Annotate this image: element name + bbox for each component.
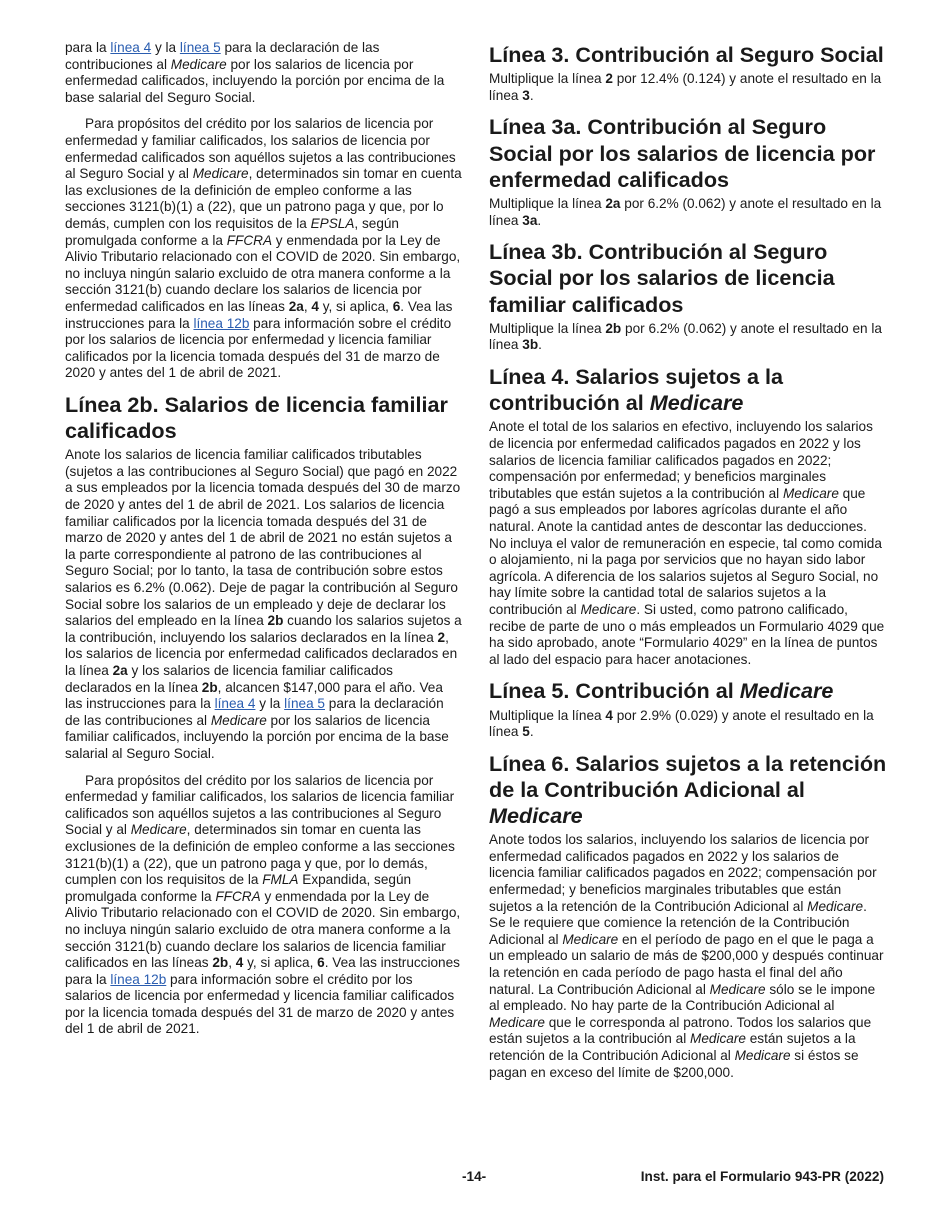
left-column	[65, 40, 462, 1038]
paragraph-line-3b: Multiplique la línea 2b por 6.2% (0.062) y anote el resultado en la línea 3b.	[489, 320, 882, 353]
paragraph-line-5: Multiplique la línea 4 por 2.9% (0.029) y anote el resultado en la línea 5.	[489, 707, 874, 740]
right-column	[489, 40, 887, 1081]
link-line-5[interactable]: línea 5	[179, 40, 221, 55]
form-title: Inst. para el Formulario 943-PR (2022)	[640, 1169, 884, 1184]
paragraph-line-4: Anote el total de los salarios en efectivo, incluyendo los salarios de licencia por enfermedad calificados pagados en 2022 y los salarios de licencia familiar calificados pagados en 2022; compensación por enfermedad; y beneficios marginales tributables que están sujetos a la contribución al Medicare que pagó a sus empleados por labores agrícolas durante el año natural. Anote la cantidad antes de descontar las deducciones. No incluya el valor de remuneración en especie, tal como comida o alojamiento, ni la paga por servicios que no hayan sido labor agrícola. A diferencia de los salarios sujetos al Seguro Social, no hay límite sobre la cantidad total de salarios sujetos a la contribución al Medicare. Si usted, como patrono calificado, recibe de parte de uno o más empleados un Formulario 4029 que ha sido aprobado, anote “Formulario 4029” en la línea de puntos al lado del espacio para hacer anotaciones.	[489, 419, 885, 667]
link-line-12b[interactable]: línea 12b	[110, 971, 167, 987]
paragraph-line-3: Multiplique la línea 2 por 12.4% (0.124) y anote el resultado en la línea 3.	[489, 71, 882, 103]
link-line-4[interactable]: línea 4	[110, 40, 152, 55]
paragraph-line-6: Anote todos los salarios, incluyendo los salarios de licencia por enfermedad calificados pagados en 2022 y los salarios de licencia familiar calificados pagados en 2022; compensación por enfermedad; y beneficios marginales tributables que están sujetos a la retención de la Contribución Adicional al Medicare. Se le requiere que comience la retención de la Contribución Adicional al Medicare en el período de pago en el que le paga a un empleado un salario de más de $200,000 y después continuar la retención en cada período de pago hasta el final del año natural. La Contribución Adicional al Medicare sólo se le impone al empleado. No hay parte de la Contribución Adicional al Medicare que le corresponda al patrono. Todos los salarios que están sujetos a la contribución al Medicare están sujetos a la retención de la Contribución Adicional al Medicare si éstos se pagan en exceso del límite de $200,000.	[489, 832, 884, 1080]
link-line-12b[interactable]: línea 12b	[193, 315, 250, 331]
paragraph-line-2b: Anote los salarios de licencia familiar calificados tributables (sujetos a las contribuciones al Seguro Social) que pagó en 2022 a sus empleados por la licencia tomada después del 30 de marzo de 2020 y antes del 1 de abril de 2021. Los salarios de licencia familiar calificados por la licencia tomada después del 31 de marzo de 2020 y antes del 1 de abril de 2021 no están sujetos a la parte correspondiente al patrono de las contribuciones al Seguro Social; por lo tanto, la tasa de contribución sobre estos salarios es 6.2% (0.062). Deje de pagar la contribución al Seguro Social sobre los salarios de un empleado y deje de declarar los salarios del empleado en la línea 2b cuando los salarios sujetos a la contribución, incluyendo los salarios declarados en la línea 2, los salarios de licencia por enfermedad calificados declarados en la línea 2a y los salarios de licencia familiar calificados declarados en la línea 2b, alcancen $147,000 para el año. Vea las instrucciones para la línea 4 y la línea 5 para la declaración de las contribuciones al Medicare por los salarios de licencia familiar calificados, incluyendo la porción por encima de la base salarial al Seguro Social.	[65, 447, 462, 761]
heading-line-2b: Línea 2b. Salarios de licencia familiar calificados	[65, 391, 448, 444]
heading-line-3b: Línea 3b. Contribución al Seguro Social por los salarios de licencia familiar calificados	[489, 239, 835, 317]
heading-line-3: Línea 3. Contribución al Seguro Social	[489, 42, 884, 67]
link-line-4[interactable]: línea 4	[214, 696, 256, 712]
heading-line-4: Línea 4. Salarios sujetos a la contribución al Medicare	[489, 363, 784, 416]
heading-line-6: Línea 6. Salarios sujetos a la retención de la Contribución Adicional al Medicare	[489, 750, 887, 829]
heading-line-5: Línea 5. Contribución al Medicare	[489, 678, 834, 704]
paragraph-family-leave-credit: Para propósitos del crédito por los salarios de licencia por enfermedad y familiar calificados, los salarios de licencia familiar calificados son aquéllos sujetos a las contribuciones al Seguro Social y al Medicare, determinados sin tomar en cuenta las exclusiones de la definición de empleo conforme a las secciones 3121(b)(1) a (22), que un patrono paga y que, por lo demás, cumplen con los requisitos de la FMLA Expandida, según promulgada conforme la FFCRA y enmendada por la Ley de Alivio Tributario relacionado con el COVID de 2020. Sin embargo, no incluya ningún salario excluido de otra manera conforme a la sección 3121(b) cuando declare los salarios de licencia familiar calificados en las líneas 2b, 4 y, si aplica, 6. Vea las instrucciones para la línea 12b para información sobre el crédito por los salarios de licencia por enfermedad y licencia familiar calificados por la licencia tomada después del 31 de marzo de 2020 y antes del 1 de abril de 2021.	[65, 772, 461, 1037]
paragraph-continuation: para la línea 4 y la línea 5 para la declaración de las contribuciones al Medicare por los salarios de licencia por enfermedad calificados, incluyendo la porción por encima de la base salarial del Seguro Social.	[65, 40, 445, 105]
heading-line-3a: Línea 3a. Contribución al Seguro Social por los salarios de licencia por enfermedad calificados	[489, 114, 876, 192]
page-number: -14-	[462, 1169, 487, 1184]
link-line-5[interactable]: línea 5	[284, 696, 325, 712]
paragraph-sick-leave-credit: Para propósitos del crédito por los salarios de licencia por enfermedad y familiar calificados, los salarios de licencia por enfermedad calificados son aquéllos sujetos a las contribuciones al Seguro Social y al Medicare, determinados sin tomar en cuenta las exclusiones de la definición de empleo conforme a las secciones 3121(b)(1) a (22), que un patrono paga y que, por lo demás, cumplen con los requisitos de la EPSLA, según promulgada conforme a la FFCRA y enmendada por la Ley de Alivio Tributario relacionado con el COVID de 2020. Sin embargo, no incluya ningún salario excluido de otra manera conforme a la sección 3121(b) cuando declare los salarios de licencia por enfermedad calificados en las líneas 2a, 4 y, si aplica, 6. Vea las instrucciones para la línea 12b para información sobre el crédito por los salarios de licencia por enfermedad y licencia familiar calificados por la licencia tomada después del 31 de marzo de 2020 y antes del 1 de abril de 2021.	[65, 116, 462, 381]
paragraph-line-3a: Multiplique la línea 2a por 6.2% (0.062) y anote el resultado en la línea 3a.	[489, 196, 882, 228]
